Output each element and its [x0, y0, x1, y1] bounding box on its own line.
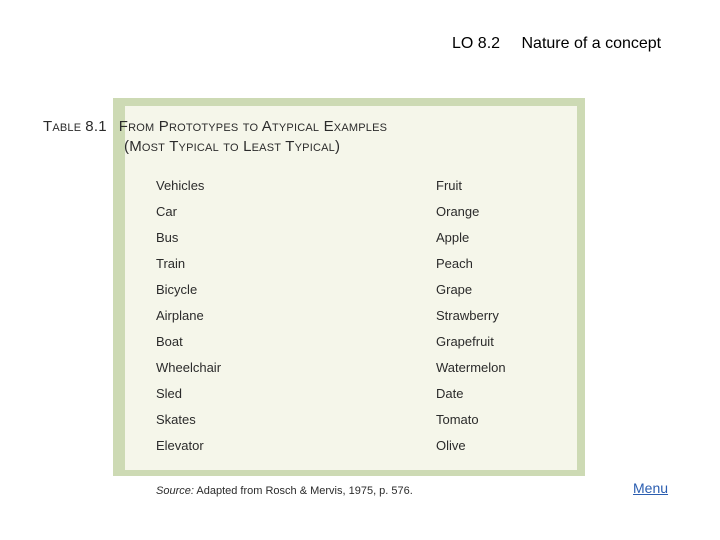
list-item: Apple	[436, 230, 470, 245]
list-item: Bus	[156, 230, 179, 245]
list-item: Olive	[436, 438, 466, 453]
list-item: Wheelchair	[156, 360, 222, 375]
column-header-fruit: Fruit	[436, 178, 462, 193]
list-item: Train	[156, 256, 186, 271]
learning-objective-label: LO 8.2	[452, 35, 501, 52]
list-item: Airplane	[156, 308, 204, 323]
list-item: Orange	[436, 204, 480, 219]
source-label: Source:	[156, 485, 194, 497]
list-item: Sled	[156, 386, 183, 401]
list-item: Elevator	[156, 438, 204, 453]
list-item: Tomato	[436, 412, 479, 427]
fruit-column	[436, 176, 506, 462]
list-item: Watermelon	[436, 360, 506, 375]
list-item: Bicycle	[156, 282, 198, 297]
column-header-vehicles: Vehicles	[156, 178, 205, 193]
list-item: Date	[436, 386, 464, 401]
table-title	[43, 117, 387, 157]
table-title-line1: From Prototypes to Atypical Examples	[118, 118, 388, 135]
menu-link[interactable]: Menu	[633, 480, 669, 496]
list-item: Strawberry	[436, 308, 499, 323]
list-item: Boat	[156, 334, 183, 349]
source-text: Adapted from Rosch & Mervis, 1975, p. 576.	[196, 485, 413, 497]
list-item: Grapefruit	[436, 334, 494, 349]
table-label: Table	[43, 118, 82, 135]
list-item: Grape	[436, 282, 473, 297]
table-number: 8.1	[85, 118, 107, 135]
vehicles-column	[156, 176, 221, 462]
list-item: Car	[156, 204, 177, 219]
table-title-line2: (Most Typical to Least Typical)	[124, 138, 341, 155]
slide-header	[452, 35, 661, 53]
slide-title: Nature of a concept	[521, 35, 662, 52]
list-item: Peach	[436, 256, 473, 271]
table-source	[156, 485, 413, 497]
list-item: Skates	[156, 412, 196, 427]
